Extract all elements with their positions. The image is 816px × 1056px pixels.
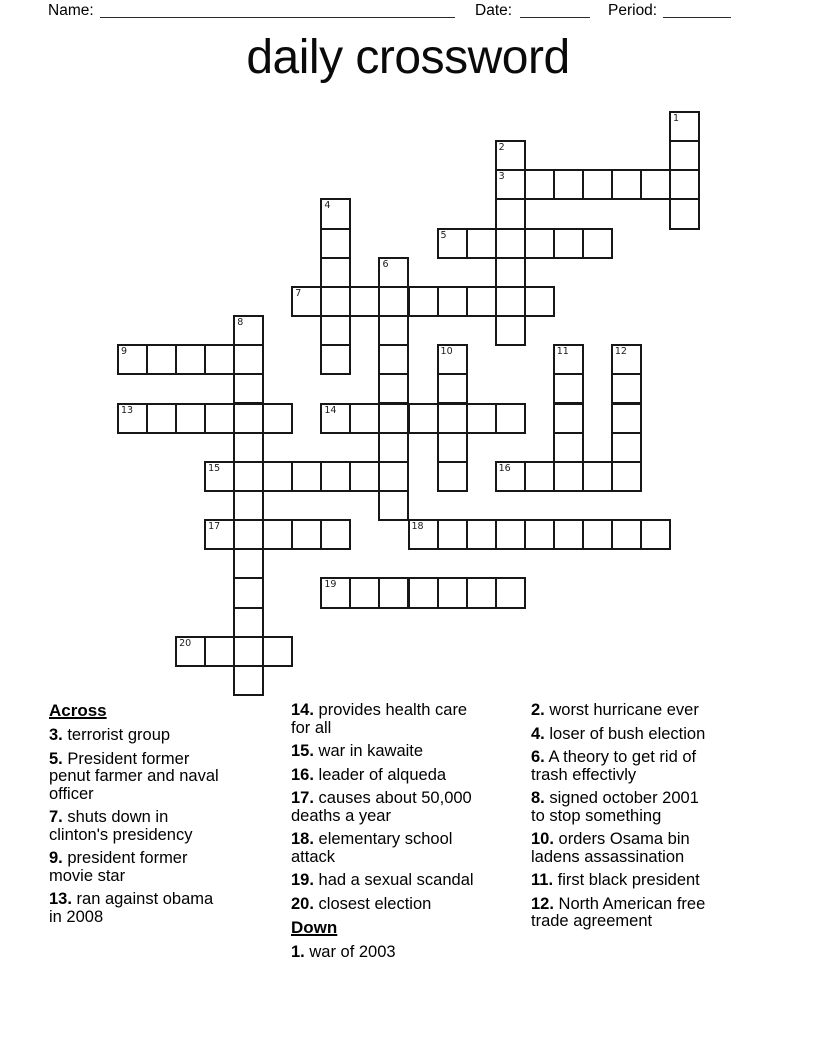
- crossword-cell[interactable]: [204, 403, 235, 434]
- clue-number: 20.: [291, 894, 314, 913]
- clue-text: war of 2003: [304, 943, 396, 961]
- crossword-cell[interactable]: [611, 461, 642, 492]
- clue-across-3: [49, 727, 229, 745]
- clue-across-20: [291, 896, 481, 914]
- cell-number: 20: [179, 637, 192, 649]
- crossword-cell-7[interactable]: [291, 286, 322, 317]
- crossword-cell-13[interactable]: [117, 403, 148, 434]
- clue-down-4: [531, 726, 706, 744]
- clue-number: 13.: [49, 890, 72, 908]
- crossword-cell[interactable]: [582, 228, 613, 259]
- crossword-cell[interactable]: [495, 315, 526, 346]
- crossword-cell-5[interactable]: [437, 228, 468, 259]
- clue-down-2: [531, 702, 706, 720]
- crossword-cell-3[interactable]: [495, 169, 526, 200]
- crossword-cell[interactable]: [320, 257, 351, 288]
- cell-number: 15: [208, 462, 221, 474]
- clue-column-1: [49, 702, 229, 932]
- crossword-cell[interactable]: [204, 636, 235, 667]
- crossword-cell[interactable]: [495, 577, 526, 608]
- clue-text: shuts down in clinton's presidency: [49, 808, 193, 844]
- cell-number: 10: [440, 346, 453, 358]
- crossword-cell[interactable]: [437, 432, 468, 463]
- crossword-cell[interactable]: [495, 257, 526, 288]
- cell-number: 8: [237, 317, 244, 329]
- crossword-cell[interactable]: [524, 286, 555, 317]
- crossword-cell[interactable]: [378, 461, 409, 492]
- crossword-cell[interactable]: [669, 198, 700, 229]
- clue-down-8: [531, 790, 706, 825]
- clue-down-1: [291, 944, 481, 962]
- clue-text: elementary school attack: [291, 830, 453, 866]
- crossword-cell[interactable]: [262, 636, 293, 667]
- crossword-cell[interactable]: [233, 403, 264, 434]
- crossword-cell[interactable]: [408, 286, 439, 317]
- crossword-cell[interactable]: [233, 432, 264, 463]
- clue-down-12: [531, 896, 706, 931]
- clue-number: 4.: [531, 724, 545, 743]
- date-label: Date:: [475, 2, 513, 19]
- crossword-cell[interactable]: [437, 461, 468, 492]
- crossword-cell[interactable]: [233, 519, 264, 550]
- crossword-cell[interactable]: [669, 140, 700, 171]
- crossword-cell[interactable]: [495, 519, 526, 550]
- period-label: Period:: [608, 2, 658, 19]
- crossword-cell[interactable]: [233, 461, 264, 492]
- crossword-cell[interactable]: [553, 519, 584, 550]
- clue-text: leader of alqueda: [313, 765, 447, 784]
- crossword-cell-4[interactable]: [320, 198, 351, 229]
- crossword-cell-6[interactable]: [378, 257, 409, 288]
- clue-number: 15.: [291, 742, 314, 760]
- clue-column-2: [291, 702, 481, 968]
- crossword-cell-1[interactable]: [669, 111, 700, 142]
- clue-text: ran against obama in 2008: [49, 890, 214, 926]
- clue-text: North American free trade agreement: [531, 894, 706, 930]
- crossword-cell[interactable]: [437, 373, 468, 404]
- crossword-cell-8[interactable]: [233, 315, 264, 346]
- clue-number: 18.: [291, 830, 314, 848]
- crossword-cell[interactable]: [553, 403, 584, 434]
- crossword-cell[interactable]: [437, 286, 468, 317]
- crossword-cell[interactable]: [495, 403, 526, 434]
- clue-number: 11.: [531, 871, 554, 889]
- crossword-cell[interactable]: [611, 373, 642, 404]
- crossword-cell[interactable]: [611, 432, 642, 463]
- clue-number: 6.: [531, 748, 545, 766]
- crossword-cell[interactable]: [611, 169, 642, 200]
- crossword-cell[interactable]: [233, 548, 264, 579]
- crossword-cell[interactable]: [349, 461, 380, 492]
- crossword-cell[interactable]: [146, 344, 177, 375]
- clue-across-14: [291, 702, 481, 737]
- cell-number: 1: [672, 113, 679, 124]
- crossword-cell[interactable]: [204, 344, 235, 375]
- clue-number: 8.: [531, 789, 545, 807]
- clue-number: 2.: [531, 701, 545, 719]
- crossword-cell[interactable]: [553, 461, 584, 492]
- crossword-cell[interactable]: [466, 519, 497, 550]
- clue-column-3: [531, 702, 706, 937]
- cell-number: 14: [324, 404, 337, 416]
- cell-number: 19: [324, 579, 337, 591]
- cell-number: 9: [121, 346, 128, 358]
- cell-number: 7: [295, 287, 302, 299]
- crossword-cell[interactable]: [320, 315, 351, 346]
- crossword-cell-12[interactable]: [611, 344, 642, 375]
- clue-across-17: [291, 790, 481, 825]
- name-label: Name:: [48, 2, 94, 19]
- clue-across-9: [49, 850, 229, 885]
- clue-down-10: [531, 831, 706, 866]
- crossword-cell[interactable]: [553, 373, 584, 404]
- clue-number: 5.: [49, 749, 63, 768]
- crossword-cell[interactable]: [437, 403, 468, 434]
- clue-number: 19.: [291, 871, 314, 889]
- crossword-cell[interactable]: [233, 490, 264, 521]
- crossword-cell[interactable]: [553, 228, 584, 259]
- crossword-cell[interactable]: [262, 403, 293, 434]
- crossword-cell[interactable]: [378, 373, 409, 404]
- crossword-cell[interactable]: [378, 286, 409, 317]
- crossword-cell[interactable]: [146, 403, 177, 434]
- crossword-cell[interactable]: [320, 461, 351, 492]
- crossword-cell[interactable]: [524, 169, 555, 200]
- crossword-cell[interactable]: [408, 577, 439, 608]
- cell-number: 12: [614, 346, 627, 358]
- crossword-cell[interactable]: [349, 577, 380, 608]
- crossword-cell[interactable]: [495, 198, 526, 229]
- cell-number: 6: [382, 258, 389, 270]
- crossword-cell[interactable]: [669, 169, 700, 200]
- clue-across-13: [49, 891, 229, 926]
- down-header: Down: [291, 918, 338, 937]
- cell-number: 11: [556, 346, 569, 358]
- crossword-cell[interactable]: [582, 461, 613, 492]
- crossword-cell-14[interactable]: [320, 403, 351, 434]
- crossword-cell[interactable]: [495, 286, 526, 317]
- crossword-cell[interactable]: [378, 403, 409, 434]
- crossword-cell-16[interactable]: [495, 461, 526, 492]
- clue-across-18: [291, 831, 481, 866]
- clue-number: 14.: [291, 701, 314, 719]
- crossword-cell-20[interactable]: [175, 636, 206, 667]
- across-header: Across: [49, 701, 107, 720]
- crossword-cell[interactable]: [378, 432, 409, 463]
- clue-across-16: [291, 767, 481, 785]
- crossword-cell[interactable]: [466, 577, 497, 608]
- clue-text: provides health care for all: [291, 701, 468, 737]
- crossword-cell[interactable]: [233, 665, 264, 696]
- clue-number: 7.: [49, 808, 63, 826]
- clue-across-5: [49, 751, 229, 804]
- clue-across-19: [291, 872, 481, 890]
- crossword-cell[interactable]: [582, 519, 613, 550]
- crossword-cell[interactable]: [524, 519, 555, 550]
- crossword-cell[interactable]: [640, 169, 671, 200]
- crossword-cell[interactable]: [320, 286, 351, 317]
- crossword-cell-17[interactable]: [204, 519, 235, 550]
- crossword-cell[interactable]: [233, 577, 264, 608]
- clue-across-7: [49, 809, 229, 844]
- clue-text: worst hurricane ever: [544, 701, 699, 719]
- crossword-cell[interactable]: [437, 577, 468, 608]
- crossword-cell[interactable]: [262, 519, 293, 550]
- crossword-cell[interactable]: [349, 403, 380, 434]
- clue-text: president former movie star: [49, 849, 188, 885]
- crossword-cell-19[interactable]: [320, 577, 351, 608]
- clue-text: first black president: [553, 871, 700, 889]
- clue-number: 16.: [291, 765, 314, 784]
- clue-number: 1.: [291, 943, 305, 961]
- cell-number: 17: [208, 521, 221, 533]
- clue-text: war in kawaite: [313, 742, 424, 760]
- crossword-cell[interactable]: [466, 403, 497, 434]
- cell-number: 13: [121, 404, 134, 416]
- crossword-cell[interactable]: [233, 636, 264, 667]
- crossword-cell[interactable]: [378, 315, 409, 346]
- clue-text: A theory to get rid of trash effectivly: [531, 748, 697, 784]
- cell-number: 3: [498, 171, 505, 183]
- cell-number: 5: [440, 229, 447, 241]
- crossword-cell[interactable]: [291, 461, 322, 492]
- clue-down-11: [531, 872, 706, 890]
- clue-text: loser of bush election: [544, 724, 706, 743]
- crossword-cell[interactable]: [175, 403, 206, 434]
- crossword-cell[interactable]: [611, 403, 642, 434]
- crossword-cell[interactable]: [524, 461, 555, 492]
- crossword-cell[interactable]: [233, 344, 264, 375]
- clue-number: 12.: [531, 894, 554, 913]
- crossword-cell[interactable]: [640, 519, 671, 550]
- crossword-cell[interactable]: [291, 519, 322, 550]
- crossword-cell[interactable]: [495, 228, 526, 259]
- crossword-cell[interactable]: [466, 228, 497, 259]
- crossword-cell[interactable]: [466, 286, 497, 317]
- crossword-cell[interactable]: [378, 490, 409, 521]
- clue-text: terrorist group: [62, 726, 171, 744]
- clue-number: 9.: [49, 849, 63, 867]
- clue-number: 3.: [49, 726, 63, 744]
- crossword-cell[interactable]: [320, 519, 351, 550]
- crossword-cell[interactable]: [437, 519, 468, 550]
- crossword-cell[interactable]: [553, 169, 584, 200]
- crossword-cell-10[interactable]: [437, 344, 468, 375]
- crossword-cell[interactable]: [175, 344, 206, 375]
- clue-text: causes about 50,000 deaths a year: [291, 789, 472, 825]
- crossword-cell-2[interactable]: [495, 140, 526, 171]
- clue-text: President former penut farmer and naval officer: [49, 749, 219, 803]
- crossword-cell[interactable]: [524, 228, 555, 259]
- crossword-cell[interactable]: [349, 286, 380, 317]
- page-title: daily crossword: [246, 31, 570, 84]
- crossword-cell[interactable]: [320, 344, 351, 375]
- crossword-cell[interactable]: [233, 607, 264, 638]
- crossword-cell-15[interactable]: [204, 461, 235, 492]
- clue-down-6: [531, 749, 706, 784]
- clue-text: closest election: [313, 894, 432, 913]
- crossword-cell[interactable]: [553, 432, 584, 463]
- cell-number: 2: [498, 142, 505, 154]
- clue-text: signed october 2001 to stop something: [531, 789, 699, 825]
- crossword-cell-18[interactable]: [408, 519, 439, 550]
- crossword-cell-9[interactable]: [117, 344, 148, 375]
- cell-number: 16: [498, 462, 511, 474]
- crossword-cell[interactable]: [611, 519, 642, 550]
- cell-number: 4: [324, 200, 331, 212]
- crossword-cell[interactable]: [378, 577, 409, 608]
- clue-number: 10.: [531, 830, 554, 848]
- clue-text: had a sexual scandal: [313, 871, 474, 889]
- clue-number: 17.: [291, 789, 314, 807]
- cell-number: 18: [411, 521, 424, 533]
- crossword-cell[interactable]: [408, 403, 439, 434]
- crossword-cell[interactable]: [378, 344, 409, 375]
- crossword-cell[interactable]: [262, 461, 293, 492]
- clue-across-15: [291, 743, 481, 761]
- crossword-cell[interactable]: [320, 228, 351, 259]
- clue-text: orders Osama bin ladens assassination: [531, 830, 690, 866]
- crossword-cell[interactable]: [233, 373, 264, 404]
- crossword-cell[interactable]: [582, 169, 613, 200]
- crossword-cell-11[interactable]: [553, 344, 584, 375]
